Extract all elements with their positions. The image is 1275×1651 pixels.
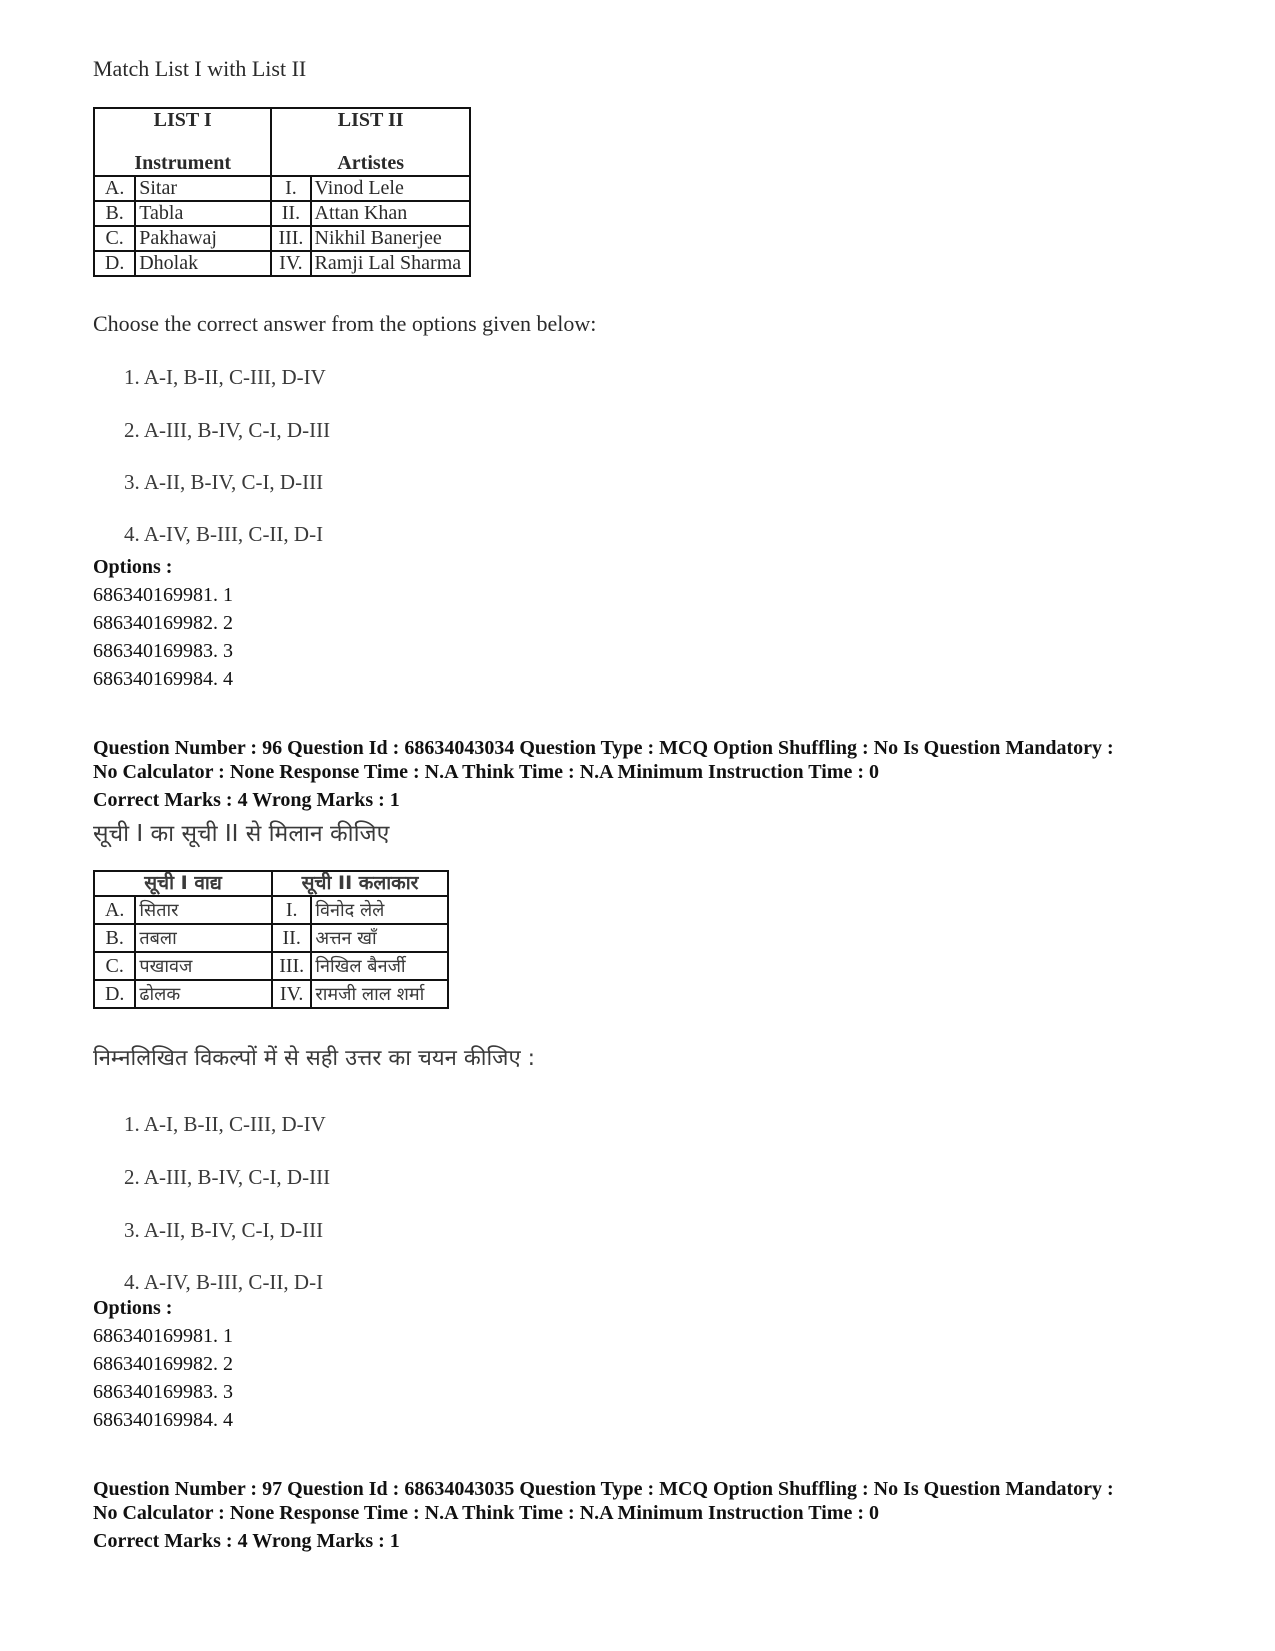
q96-choice-2: 2. A-III, B-IV, C-I, D-III xyxy=(124,1165,331,1189)
artiste-cell: Vinod Lele xyxy=(311,176,470,201)
row-letter: A. xyxy=(94,896,135,924)
instrument-cell: ढोलक xyxy=(135,980,272,1008)
row-letter: B. xyxy=(94,201,135,226)
table-row xyxy=(94,176,470,201)
q96-option-3: 686340169983. 3 xyxy=(93,1381,233,1403)
row-letter: A. xyxy=(94,176,135,201)
row-numeral: III. xyxy=(272,952,311,980)
artiste-cell: निखिल बैनर्जी xyxy=(311,952,448,980)
list1-header: सूची I वाद्य xyxy=(94,871,272,896)
row-numeral: IV. xyxy=(272,980,311,1008)
table-row xyxy=(94,952,448,980)
row-letter: D. xyxy=(94,251,135,276)
q96-choice-3: 3. A-II, B-IV, C-I, D-III xyxy=(124,1218,324,1242)
q97-meta-line-2: No Calculator : None Response Time : N.A Think Time : N.A Minimum Instruction Time : 0 xyxy=(93,1502,879,1524)
q95-options-label: Options : xyxy=(93,556,173,578)
row-letter: D. xyxy=(94,980,135,1008)
instrument-cell: Tabla xyxy=(135,201,271,226)
row-numeral: II. xyxy=(271,201,310,226)
q96-marks: Correct Marks : 4 Wrong Marks : 1 xyxy=(93,789,400,811)
artiste-cell: Attan Khan xyxy=(311,201,470,226)
list1-title: LIST I xyxy=(153,109,212,131)
instrument-cell: Pakhawaj xyxy=(135,226,271,251)
row-numeral: III. xyxy=(271,226,310,251)
table-row xyxy=(94,201,470,226)
q96-choose-text: निम्नलिखित विकल्पों में से सही उत्तर का चयन कीजिए : xyxy=(93,1046,536,1071)
list2-subtitle: Artistes xyxy=(337,152,404,174)
artiste-cell: Nikhil Banerjee xyxy=(311,226,470,251)
q95-prompt: Match List I with List II xyxy=(93,56,307,81)
instrument-cell: Dholak xyxy=(135,251,271,276)
row-letter: B. xyxy=(94,924,135,952)
row-numeral: II. xyxy=(272,924,311,952)
q95-option-1: 686340169981. 1 xyxy=(93,584,233,606)
list2-title: LIST II xyxy=(337,109,404,131)
list1-header xyxy=(94,108,271,176)
instrument-cell: सितार xyxy=(135,896,272,924)
q97-meta-line-1: Question Number : 97 Question Id : 68634043035 Question Type : MCQ Option Shuffling : No Is Question Mandatory : xyxy=(93,1478,1114,1500)
q95-choice-2: 2. A-III, B-IV, C-I, D-III xyxy=(124,418,331,442)
q95-match-table xyxy=(93,107,471,277)
table-row xyxy=(94,226,470,251)
q96-options-label: Options : xyxy=(93,1297,173,1319)
list2-header: सूची II कलाकार xyxy=(272,871,448,896)
q96-meta-line-1: Question Number : 96 Question Id : 68634043034 Question Type : MCQ Option Shuffling : No Is Question Mandatory : xyxy=(93,737,1114,759)
row-numeral: I. xyxy=(272,896,311,924)
row-letter: C. xyxy=(94,952,135,980)
table-header-row xyxy=(94,871,448,896)
row-letter: C. xyxy=(94,226,135,251)
list1-subtitle: Instrument xyxy=(134,152,231,174)
table-header-row xyxy=(94,108,470,176)
artiste-cell: विनोद लेले xyxy=(311,896,448,924)
q95-option-4: 686340169984. 4 xyxy=(93,668,233,690)
q96-meta-line-2: No Calculator : None Response Time : N.A Think Time : N.A Minimum Instruction Time : 0 xyxy=(93,761,879,783)
q95-choose-text: Choose the correct answer from the options given below: xyxy=(93,311,597,336)
q95-option-2: 686340169982. 2 xyxy=(93,612,233,634)
table-row xyxy=(94,251,470,276)
instrument-cell: पखावज xyxy=(135,952,272,980)
q96-option-2: 686340169982. 2 xyxy=(93,1353,233,1375)
table-row xyxy=(94,896,448,924)
q95-choice-3: 3. A-II, B-IV, C-I, D-III xyxy=(124,470,324,494)
q96-option-4: 686340169984. 4 xyxy=(93,1409,233,1431)
artiste-cell: Ramji Lal Sharma xyxy=(311,251,470,276)
row-numeral: I. xyxy=(271,176,310,201)
q96-option-1: 686340169981. 1 xyxy=(93,1325,233,1347)
artiste-cell: रामजी लाल शर्मा xyxy=(311,980,448,1008)
q95-choice-1: 1. A-I, B-II, C-III, D-IV xyxy=(124,365,326,389)
instrument-cell: Sitar xyxy=(135,176,271,201)
q97-marks: Correct Marks : 4 Wrong Marks : 1 xyxy=(93,1530,400,1552)
row-numeral: IV. xyxy=(271,251,310,276)
instrument-cell: तबला xyxy=(135,924,272,952)
q96-choice-4: 4. A-IV, B-III, C-II, D-I xyxy=(124,1270,324,1294)
q95-choice-4: 4. A-IV, B-III, C-II, D-I xyxy=(124,522,324,546)
list2-header xyxy=(271,108,470,176)
q96-match-table xyxy=(93,870,449,1009)
artiste-cell: अत्तन खाँ xyxy=(311,924,448,952)
q96-choice-1: 1. A-I, B-II, C-III, D-IV xyxy=(124,1112,326,1136)
q95-option-3: 686340169983. 3 xyxy=(93,640,233,662)
table-row xyxy=(94,980,448,1008)
table-row xyxy=(94,924,448,952)
q96-prompt: सूची I का सूची II से मिलान कीजिए xyxy=(93,821,390,847)
